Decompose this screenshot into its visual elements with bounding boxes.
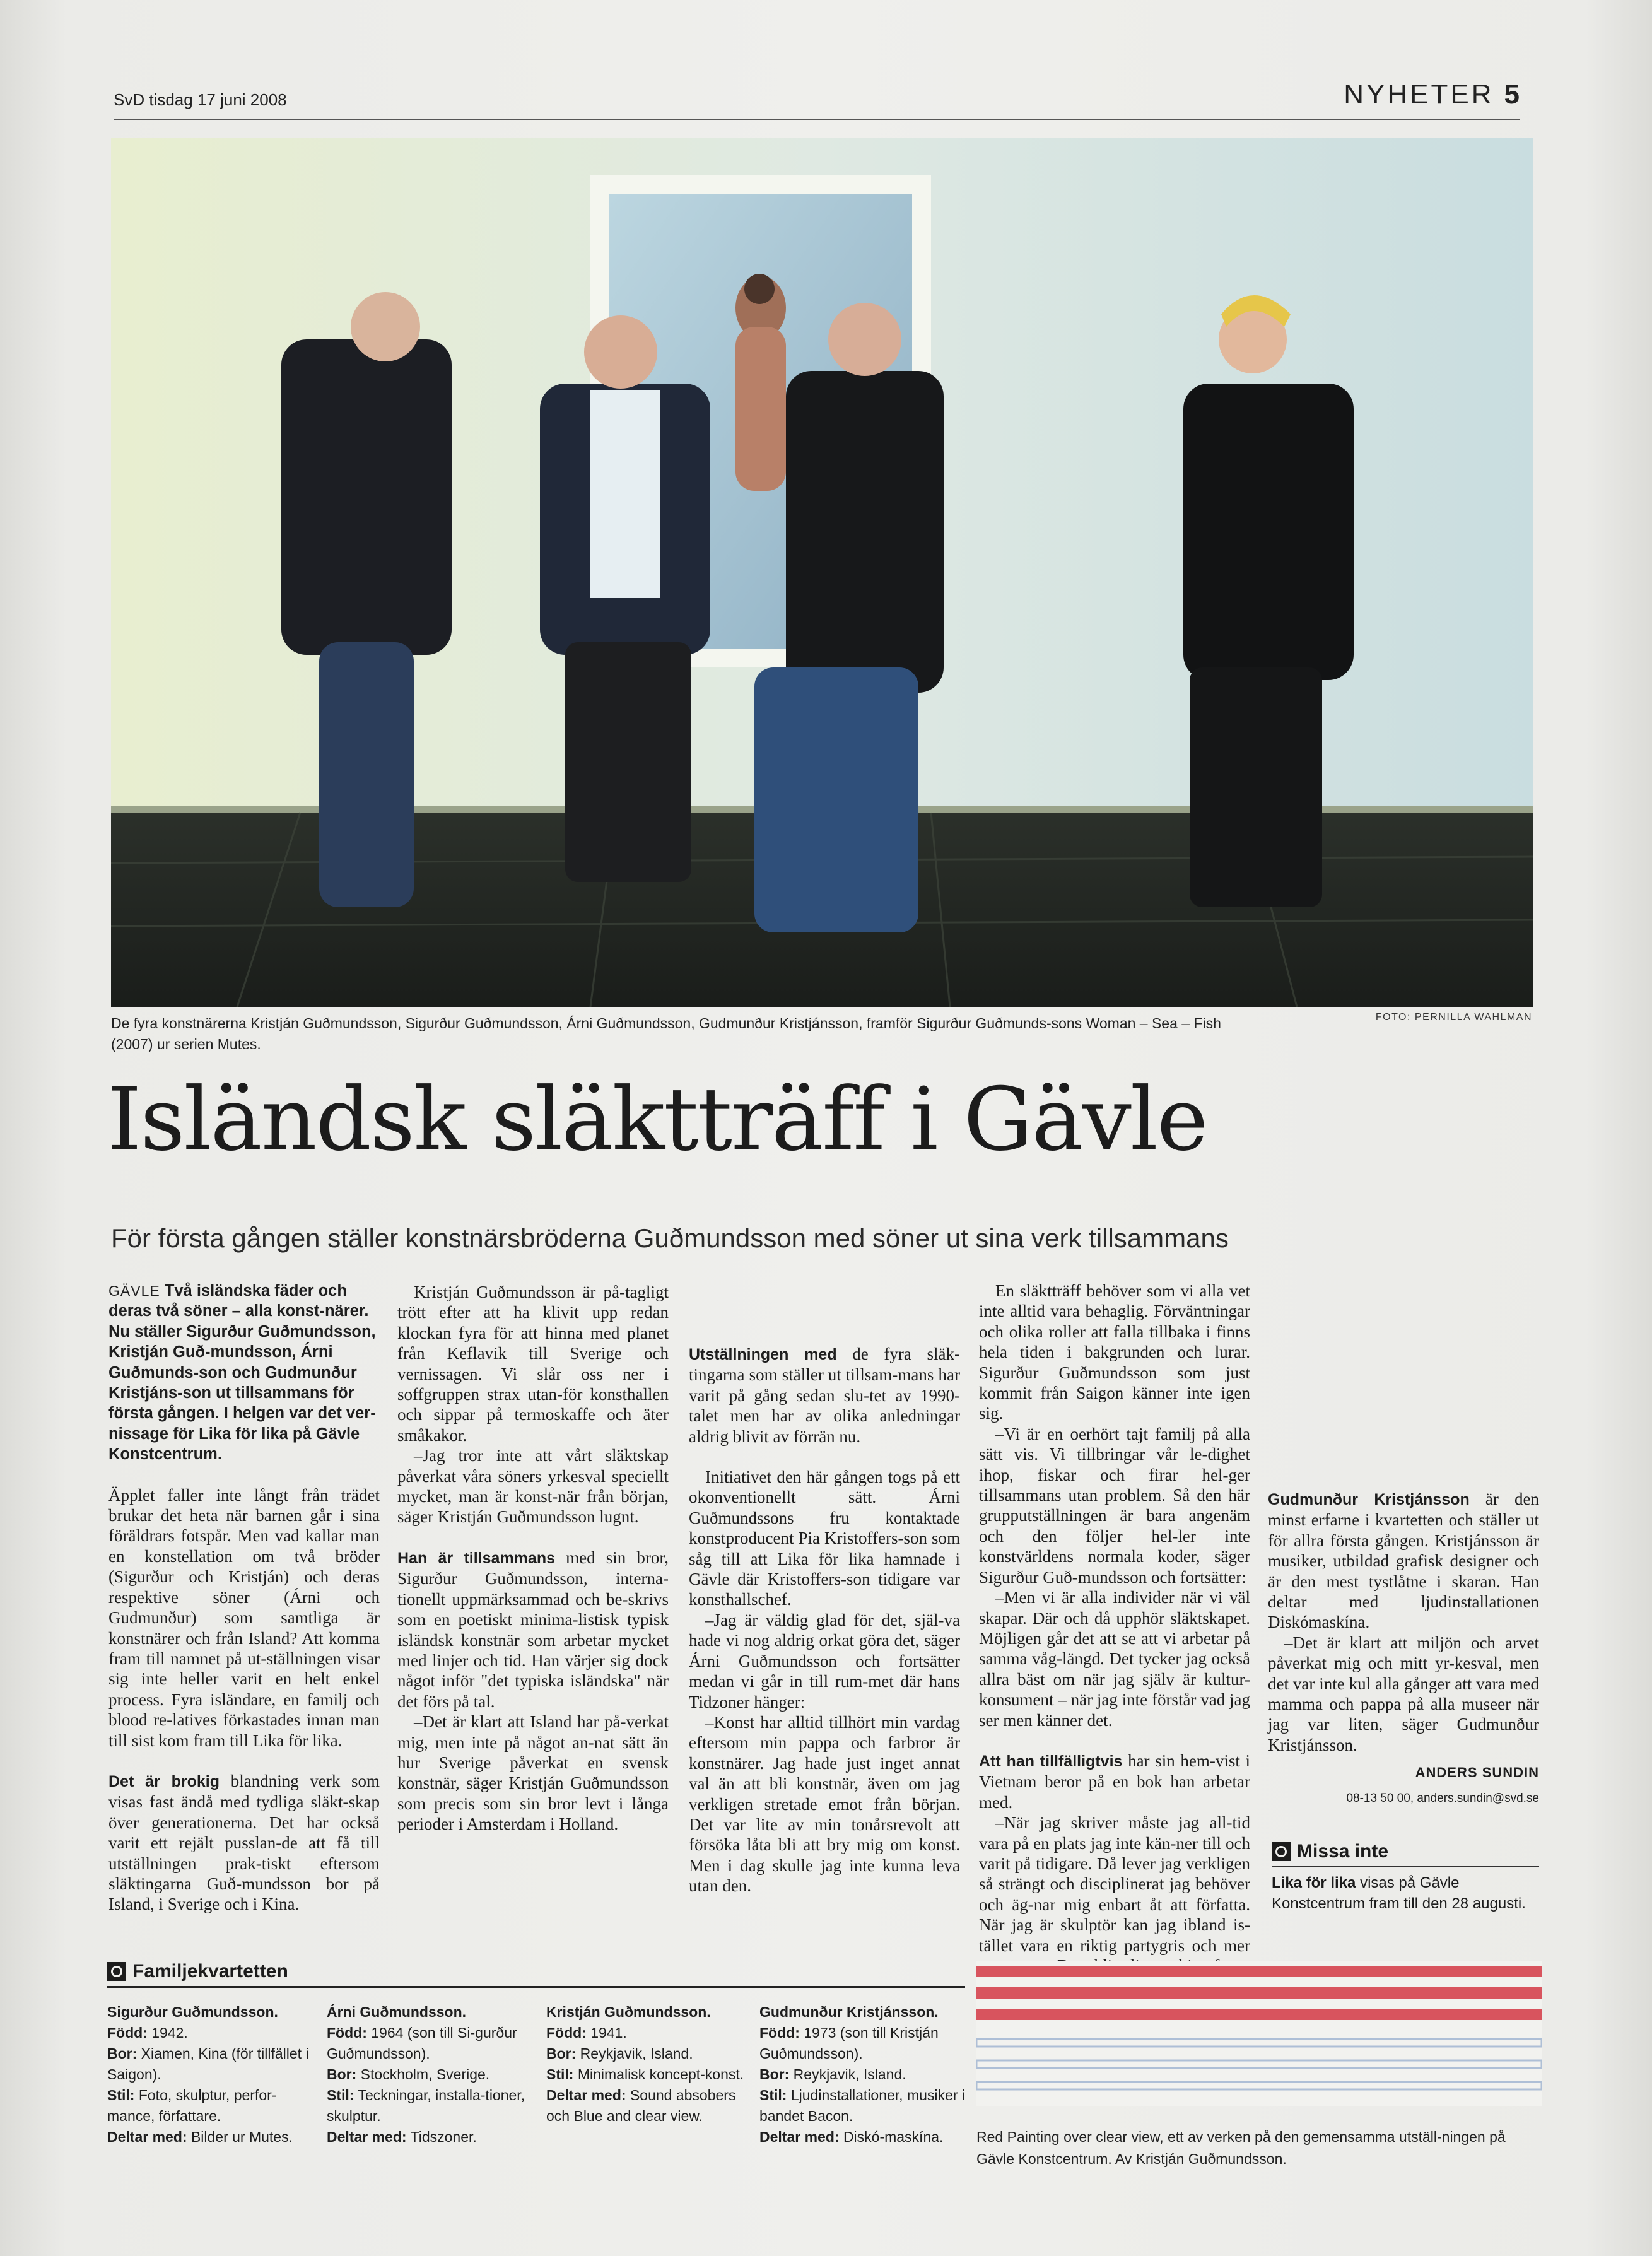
family-box-label: Familjekvartetten (132, 1961, 288, 1982)
red-stripe (976, 1966, 1542, 1977)
section-header (1344, 79, 1520, 110)
section-name: NYHETER (1344, 79, 1494, 110)
painting-illustration (976, 1961, 1542, 2106)
photo-caption: De fyra konstnärerna Kristján Guðmundsson, Sigurður Guðmundsson, Árni Guðmundsson, Gudmunður Kristjánsson, framför Sigurður Guðmunds-sons Woman – Sea – Fish (2007) ur serien Mutes. (111, 1015, 1221, 1052)
body-paragraph (397, 1548, 669, 1712)
member-lives: Bor: Stockholm, Sverige. (327, 2066, 490, 2083)
ring-icon (107, 1962, 126, 1981)
lead-text: Två isländska fäder och deras två söner – alla konst-närer. Nu ställer Sigurður Guðmundsson, Kristján Guð-mundsson, Árni Guðmunds-son och Gudmunður Kristjáns-son ut tillsammans för första gången. I helgen var det ver-nissage för Lika för lika på Gävle Konstcentrum. (108, 1282, 376, 1464)
body-paragraph: –Det är klart att Island har på-verkat mig, men inte på något an-nat sätt än hur Sverige påverkat en svensk konstnär, säger Kristján Guðmundsson som precis som sin bror levt i långa perioder i Amsterdam i Holland. (397, 1712, 669, 1834)
photo-credit: FOTO: PERNILLA WAHLMAN (1375, 1012, 1532, 1023)
inline-subhead: Utställningen med (689, 1346, 837, 1363)
family-member (327, 2002, 535, 2147)
body-paragraph: –Vi är en oerhört tajt familj på alla sätt vis. Vi tillbringar vår le-dighet ihop, fiskar och firar hel-ger tillsammans utan problem. Så den här grupputställningen är bara angenäm och den följer hel-ler inte konstvärldens normala koder, säger Sigurður Guð-mundsson och fortsätter: (979, 1424, 1250, 1587)
member-style: Stil: Ljudinstallationer, musiker i bandet Bacon. (759, 2087, 965, 2124)
body-paragraph: –Jag är väldig glad för det, själ-va hade vi nog aldrig orkat göra det, säger Árni Guðmundsson och fortsätter medan vi går in till rum-met där hans Tidzoner hänger: (689, 1610, 960, 1712)
member-style: Stil: Teckningar, installa-tioner, skulptur. (327, 2087, 525, 2124)
box-divider (107, 1986, 965, 1988)
body-paragraph (1268, 1489, 1539, 1633)
byline: ANDERS SUNDIN (1415, 1765, 1539, 1781)
headline: Isländsk släktträff i Gävle (107, 1069, 1207, 1170)
body-paragraph: Äpplet faller inte långt från trädet brukar det heta när barnen går i sina föräldrars fotspår. Men vad kallar man en konstellation om två bröder (Sigurður och Kristján) och deras respektive söner (Árni och Gudmunður) som samtliga är konstnärer och från Island? Att komma fram till namnet på ut-ställningen visar sig inte heller varit en helt enkel process. Fyra isländare, en familj och blood re-latives förkastades innan man till sist kom fram till Lika för lika. (108, 1485, 380, 1750)
familjekvartetten-box (107, 1961, 965, 2191)
member-name: Sigurður Guðmundsson. (107, 2004, 278, 2020)
member-lives: Bor: Reykjavik, Island. (759, 2066, 906, 2083)
lead-paragraph (108, 1281, 380, 1465)
body-paragraph (979, 1751, 1250, 1812)
exhibition-dates: visas på Gävle Konstcentrum fram till den 28 augusti. (1272, 1874, 1526, 1912)
dateline: GÄVLE (108, 1283, 160, 1299)
red-painting-image (976, 1961, 1542, 2106)
article-column-2 (397, 1282, 669, 1835)
article-column-3 (689, 1344, 960, 1896)
member-born: Född: 1973 (son till Kristján Guðmundsson). (759, 2024, 939, 2062)
member-name: Kristján Guðmundsson. (546, 2004, 711, 2020)
inline-subhead: Det är brokig (108, 1772, 220, 1790)
body-paragraph: –Det är klart att miljön och arvet påverkat mig och mitt yr-kesval, men det var inte kul alla gånger att vara med mamma och pappa på alla museer när jag var liten, säger Gudmunður Kristjánsson. (1268, 1633, 1539, 1754)
body-paragraph: –Men vi är alla individer när vi väl skapar. Där och då upphör släktskapet. Möjligen går det att se att vi arbetar på samma våg-längd. Det tycker jag också allra bäst om när jag själv är kultur-konsument – när jag inte förstår vad jag ser men känner det. (979, 1588, 1250, 1730)
inline-subhead: Att han tillfälligtvis (979, 1752, 1123, 1770)
article-column-5 (1268, 1489, 1539, 1809)
family-member (546, 2002, 754, 2127)
header-divider (114, 119, 1520, 120)
body-paragraph: Initiativet den här gången togs på ett okonventionellt sätt. Árni Guðmundssons fru kontaktade konstproducent Pia Kristoffers-son som såg till att Lika för lika hamnade i Gävle där Kristoffers-son tidigare var konsthallschef. (689, 1467, 960, 1609)
main-photo (111, 138, 1533, 1007)
body-text: är den minst erfarne i kvartetten och ställer ut för allra första gången. Kristjánsson är musiker, utbildad grafisk designer och är den mest tystlåtne i skaran. Han deltar med ljudinstallationen Diskómaskína. (1268, 1489, 1539, 1632)
red-stripes (976, 1966, 1542, 2020)
member-style: Stil: Minimalisk koncept-konst. (546, 2066, 744, 2083)
missa-inte-text (1272, 1872, 1539, 1914)
body-paragraph: –Jag tror inte att vårt släktskap påverkat våra söners yrkesval speciellt mycket, man är konst-när från början, säger Kristján Guðmundsson lugnt. (397, 1446, 669, 1527)
missa-inte-box (1272, 1841, 1539, 1914)
body-text: med sin bror, Sigurður Guðmundsson, interna-tionellt uppmärksammad och be-skrivs som en poetiskt minima-listisk typisk isländsk konstnär som arbetar mycket med linjer och tid. Han värjer sig dock något inför "det typiska isländska" när det förs på tal. (397, 1548, 669, 1711)
body-text: de fyra släk-tingarna som ställer ut tillsam-mans har varit på gång sedan slu-tet av 1990-talet men har av olika anledningar aldrig blivit av förrän nu. (689, 1344, 960, 1446)
gallery-photo-illustration (111, 138, 1533, 1007)
article-column-4 (979, 1281, 1250, 2017)
member-exhibits: Deltar med: Bilder ur Mutes. (107, 2129, 293, 2145)
member-born: Född: 1942. (107, 2024, 188, 2041)
member-exhibits: Deltar med: Sound absobers och Blue and clear view. (546, 2087, 736, 2124)
exhibition-name: Lika för lika (1272, 1874, 1356, 1891)
issue-date: SvD tisdag 17 juni 2008 (114, 90, 287, 109)
red-stripe (976, 1987, 1542, 1999)
body-paragraph: –Konst har alltid tillhört min vardag eftersom min pappa och farbror är konstnärer. Jag hade just inget annat val än att bli konstnär, även om jag verkligen stretade emot från början. Det var lite av min tonårsrevolt att försöka låta bli att bry mig om konst. Men i dag skulle jag inte kunna leva utan den. (689, 1712, 960, 1896)
ring-icon (1272, 1842, 1291, 1861)
page-number: 5 (1504, 79, 1520, 110)
body-paragraph: –När jag skriver måste jag all-tid vara på en plats jag inte kän-ner till och varit på tidigare. Då lever jag verkligen så strängt och disciplinerat jag behöver och äg-nar mig enbart åt att författa. När jag är skulptör kan jag ibland is-tället vara en riktig partygris och mer (979, 1813, 1250, 1955)
red-stripe (976, 2009, 1542, 2020)
family-member (107, 2002, 315, 2147)
article-column-1 (108, 1281, 380, 1915)
member-born: Född: 1941. (546, 2024, 627, 2041)
family-box-title (107, 1961, 965, 1982)
member-exhibits: Deltar med: Diskó-maskína. (759, 2129, 944, 2145)
inline-subhead: Gudmunður Kristjánsson (1268, 1491, 1470, 1508)
member-lives: Bor: Reykjavik, Island. (546, 2045, 693, 2062)
body-paragraph (108, 1771, 380, 1915)
member-exhibits: Deltar med: Tidszoner. (327, 2129, 477, 2145)
painting-caption: Red Painting over clear view, ett av verken på den gemensamma utställ-ningen på Gävle Konstcentrum. Av Kristján Guðmundsson. (976, 2129, 1506, 2167)
member-name: Gudmunður Kristjánsson. (759, 2004, 939, 2020)
family-members (107, 2002, 965, 2191)
member-style: Stil: Foto, skulptur, perfor-mance, författare. (107, 2087, 277, 2124)
body-paragraph (689, 1344, 960, 1447)
subheadline: För första gången ställer konstnärsbröderna Guðmundsson med söner ut sina verk tillsammans (111, 1223, 1229, 1253)
body-text: blandning verk som visas fast ändå med tydliga släkt-skap över generationerna. Det har också varit ett rejält pusslan-de att få till utställningen prak-tiskt eftersom släktingarna Guð-mundsson bor på Island, i Sverige och i Kina. (108, 1771, 380, 1914)
body-text: har sin hem-vist i Vietnam beror på en bok han arbetar med. (979, 1751, 1250, 1812)
member-name: Árni Guðmundsson. (327, 2004, 467, 2020)
inline-subhead: Han är tillsammans (397, 1549, 555, 1567)
missa-inte-label: Missa inte (1297, 1841, 1389, 1862)
byline-contact: 08-13 50 00, anders.sundin@svd.se (1346, 1791, 1539, 1805)
body-paragraph: Kristján Guðmundsson är på-tagligt trött efter att ha klivit upp redan klockan fyra för att hinna med planet från Keflavik till Sverige och vernissagen. Vi slår oss ner i soffgruppen strax utan-för konsthallen och sippar på termoskaffe och äter småkakor. (397, 1283, 669, 1445)
member-lives: Bor: Xiamen, Kina (för tillfället i Saigon). (107, 2045, 309, 2083)
family-member (759, 2002, 968, 2147)
box-divider (1272, 1866, 1539, 1867)
missa-inte-title (1272, 1841, 1539, 1862)
body-paragraph: En släktträff behöver som vi alla vet inte alltid vara behaglig. Förväntningar och olika roller att falla tillbaka i finns hela tiden i bakgrunden och lurar. Sigurður Guðmundsson som just kommit från Saigon känner inte igen sig. (979, 1281, 1250, 1423)
member-born: Född: 1964 (son till Si-gurður Guðmundsson). (327, 2024, 517, 2062)
